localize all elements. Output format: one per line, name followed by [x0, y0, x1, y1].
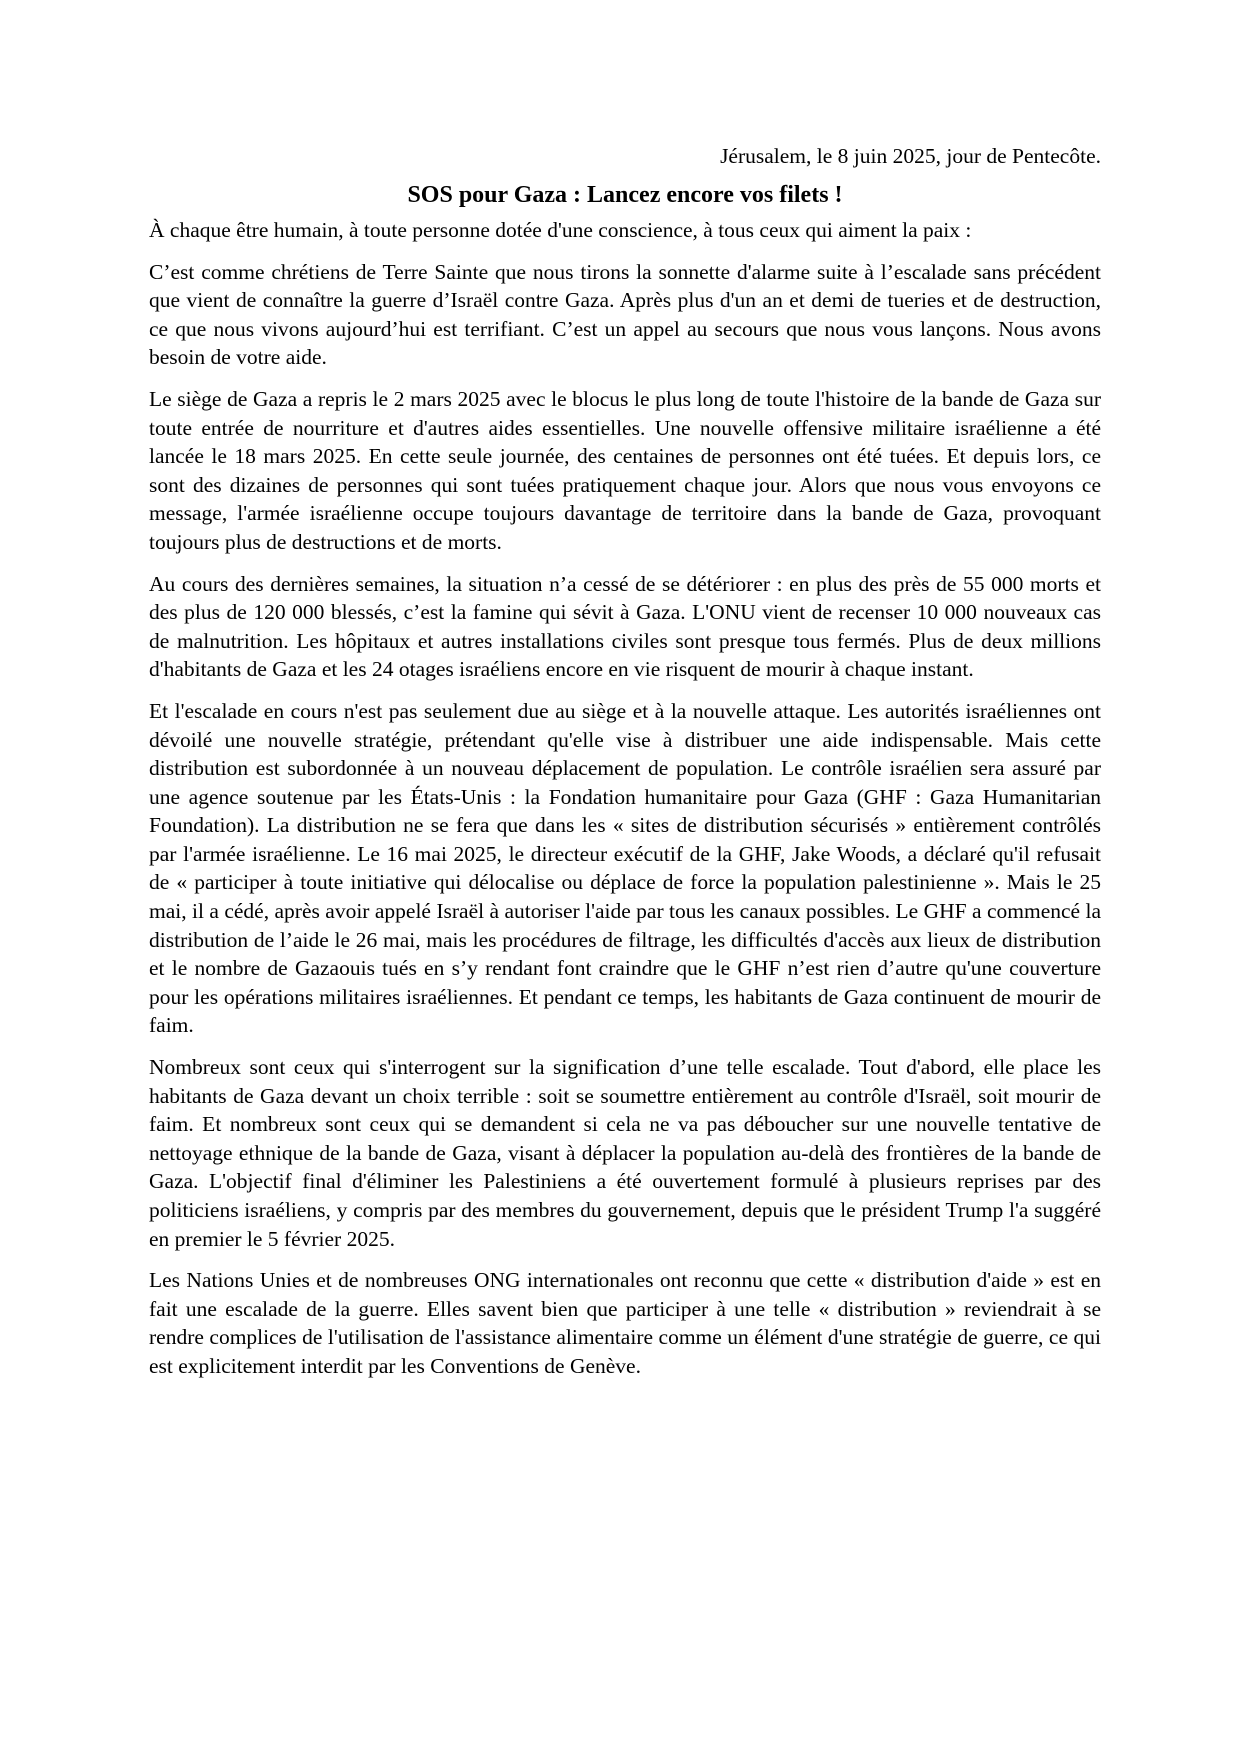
paragraph-ghf: Et l'escalade en cours n'est pas seulement due au siège et à la nouvelle attaque. Les autorités israéliennes ont dévoilé une nouvelle stratégie, prétendant qu'elle vise à distribuer une aide indispensable. Mais cette distribution est subordonnée à un nouveau déplacement de population. Le contrôle israélien sera assuré par une agence soutenue par les États-Unis : la Fondation humanitaire pour Gaza (GHF : Gaza Humanitarian Foundation). La distribution ne se fera que dans les « sites de distribution sécurisés » entièrement contrôlés par l'armée israélienne. Le 16 mai 2025, le directeur exécutif de la GHF, Jake Woods, a déclaré qu'il refusait de « participer à toute initiative qui délocalise ou déplace de force la population palestinienne ». Mais le 25 mai, il a cédé, après avoir appelé Israël à autoriser l'aide par tous les canaux possibles. Le GHF a commencé la distribution de l’aide le 26 mai, mais les procédures de filtrage, les difficultés d'accès aux lieux de distribution et le nombre de Gazaouis tués en s’y rendant font craindre que le GHF n’est rien d’autre qu'une couverture pour les opérations militaires israéliennes. Et pendant ce temps, les habitants de Gaza continuent de mourir de faim. — [149, 698, 1101, 1038]
letter-body — [149, 142, 1101, 1394]
paragraph-famine: Au cours des dernières semaines, la situation n’a cessé de se détériorer : en plus des près de 55 000 morts et des plus de 120 000 blessés, c’est la famine qui sévit à Gaza. L'ONU vient de recenser 10 000 nouveaux cas de malnutrition. Les hôpitaux et autres installations civiles sont presque tous fermés. Plus de deux millions d'habitants de Gaza et les 24 otages israéliens encore en vie risquent de mourir à chaque instant. — [149, 571, 1101, 682]
paragraph-salutation: À chaque être humain, à toute personne dotée d'une conscience, à tous ceux qui aiment la paix : — [149, 218, 972, 242]
paragraph-siege: Le siège de Gaza a repris le 2 mars 2025 avec le blocus le plus long de toute l'histoire de la bande de Gaza sur toute entrée de nourriture et d'autres aides essentielles. Une nouvelle offensive militaire israélienne a été lancée le 18 mars 2025. En cette seule journée, des centaines de personnes ont été tuées. Et depuis lors, ce sont des dizaines de personnes qui sont tuées pratiquement chaque jour. Alors que nous vous envoyons ce message, l'armée israélienne occupe toujours davantage de territoire dans la bande de Gaza, provoquant toujours plus de destructions et de morts. — [149, 386, 1101, 554]
letter-title: SOS pour Gaza : Lancez encore vos filets ! — [407, 182, 843, 208]
dateline: Jérusalem, le 8 juin 2025, jour de Pentecôte. — [720, 144, 1101, 168]
paragraph-alarm: C’est comme chrétiens de Terre Sainte que nous tirons la sonnette d'alarme suite à l’escalade sans précédent que vient de connaître la guerre d’Israël contre Gaza. Après plus d'un an et demi de tueries et de destruction, ce que nous vivons aujourd’hui est terrifiant. C’est un appel au secours que nous vous lançons. Nous avons besoin de votre aide. — [149, 259, 1101, 370]
paragraph-un-ngo: Les Nations Unies et de nombreuses ONG internationales ont reconnu que cette « distribution d'aide » est en fait une escalade de la guerre. Elles savent bien que participer à une telle « distribution » reviendrait à se rendre complices de l'utilisation de l'assistance alimentaire comme un élément d'une stratégie de guerre, ce qui est explicitement interdit par les Conventions de Genève. — [149, 1268, 1101, 1378]
paragraph-escalation: Nombreux sont ceux qui s'interrogent sur la signification d’une telle escalade. Tout d'abord, elle place les habitants de Gaza devant un choix terrible : soit se soumettre entièrement au contrôle d'Israël, soit mourir de faim. Et nombreux sont ceux qui se demandent si cela ne va pas déboucher sur une nouvelle tentative de nettoyage ethnique de la bande de Gaza, visant à déplacer la population au-delà des frontières de la bande de Gaza. L'objectif final d'éliminer les Palestiniens a été ouvertement formulé à plusieurs reprises par des politiciens israéliens, y compris par des membres du gouvernement, depuis que le président Trump l'a suggéré en premier le 5 février 2025. — [149, 1055, 1101, 1251]
